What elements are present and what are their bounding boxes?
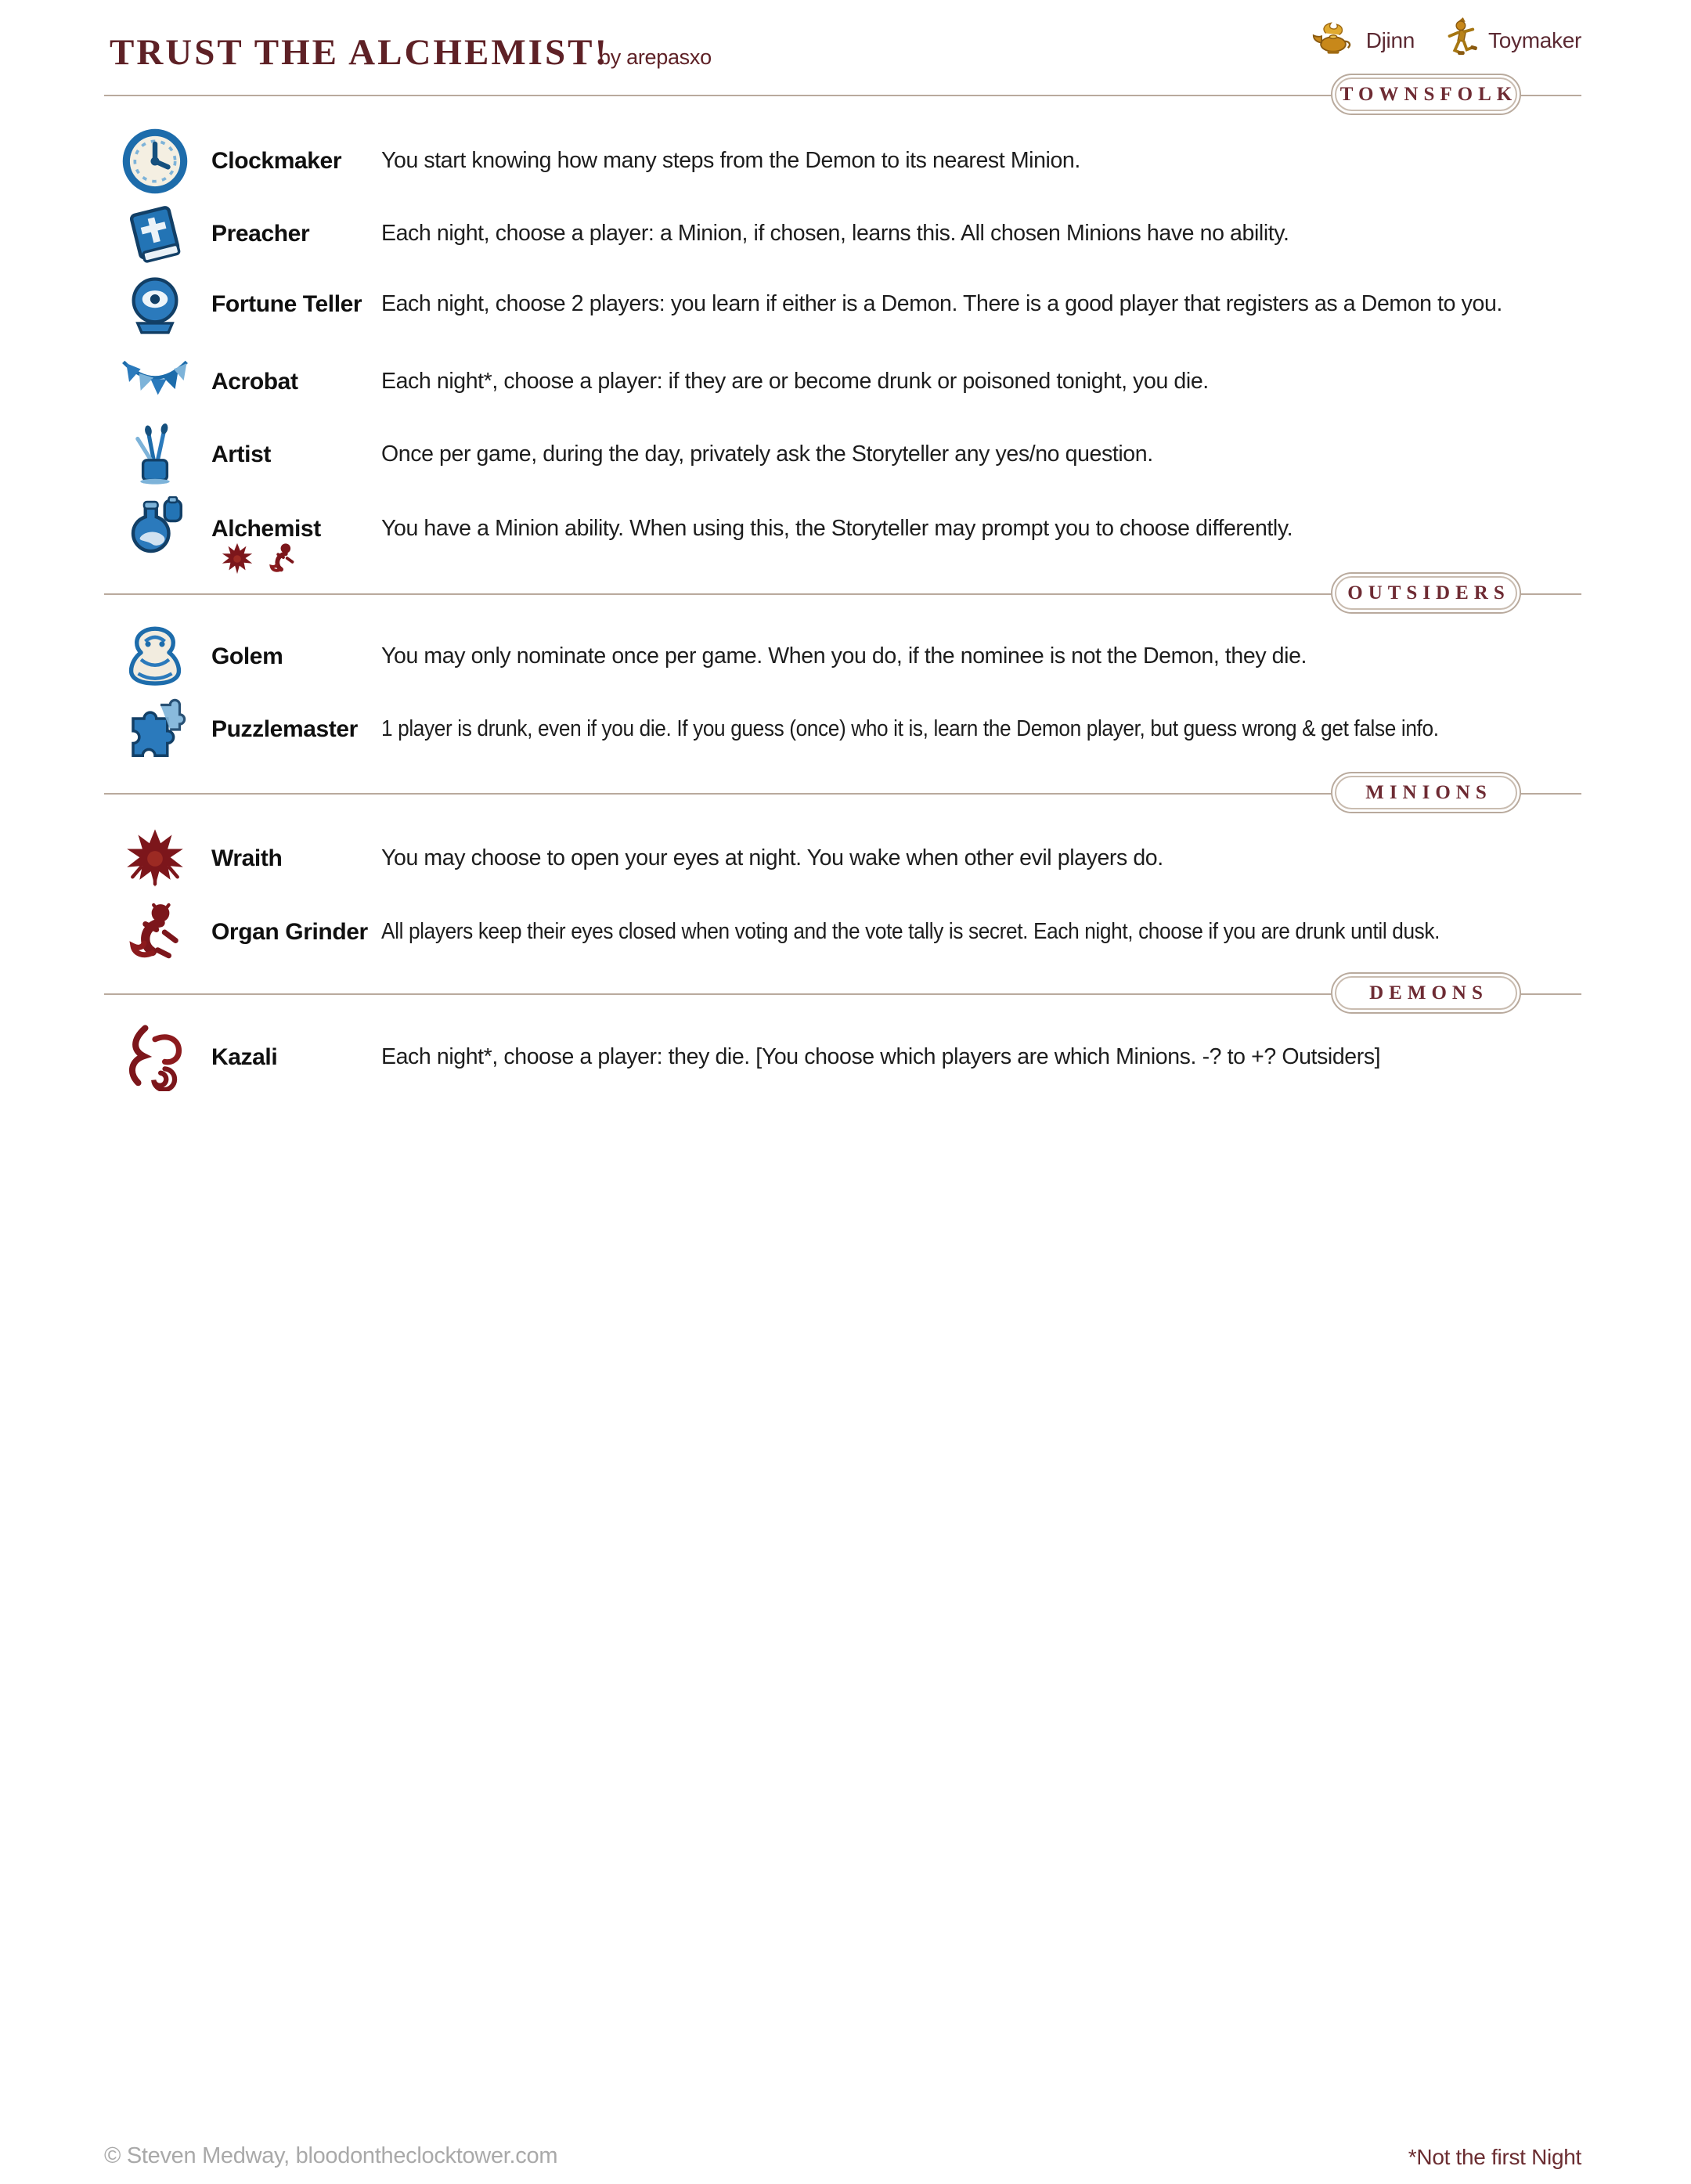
wraith-mini-icon [219,541,255,581]
kazali-icon [117,1021,192,1094]
fabled-djinn [1311,20,1415,60]
character-row-acrobat [0,345,1691,418]
character-row-puzzlemaster [0,693,1691,766]
character-ability: Each night*, choose a player: if they are or become drunk or poisoned tonight, you die. [381,369,1209,395]
character-row-preacher [0,197,1691,270]
character-name: Kazali [211,1043,278,1070]
organ-grinder-icon [117,896,192,968]
section-banner-townsfolk [1331,74,1521,115]
section-banner-outsiders [1331,572,1521,614]
script-title: TRUST THE ALCHEMIST! [110,32,610,73]
clockmaker-icon [117,124,192,197]
alchemist-related-icons [219,541,301,581]
character-row-wraith [0,822,1691,895]
character-name: Acrobat [211,368,298,395]
character-name: Golem [211,643,283,669]
djinn-icon [1311,20,1355,60]
character-row-fortune-teller [0,268,1691,341]
section-banner-label: TOWNSFOLK [1335,77,1517,111]
footnote-first-night: *Not the first Night [1408,2145,1581,2169]
character-ability: You have a Minion ability. When using this, the Storyteller may prompt you to choose differently. [381,516,1293,542]
character-ability: Once per game, during the day, privately ask the Storyteller any yes/no question. [381,441,1153,467]
character-row-golem [0,620,1691,693]
puzzlemaster-icon [117,693,192,766]
fabled-list [1311,17,1581,63]
character-row-organ-grinder [0,896,1691,968]
character-name: Puzzlemaster [211,715,358,742]
preacher-icon [117,197,192,270]
script-author: by arepasxo [599,45,712,69]
alchemist-icon [117,492,192,565]
character-ability: 1 player is drunk, even if you die. If you guess (once) who it is, learn the Demon player, but guess wrong & get false info. [381,716,1439,742]
organ-grinder-mini-icon [265,541,301,581]
character-ability: Each night*, choose a player: they die. [You choose which players are which Minions. -? to +? Outsiders] [381,1044,1381,1070]
fabled-toymaker [1441,17,1581,63]
character-ability: Each night, choose a player: a Minion, if chosen, learns this. All chosen Minions have no ability. [381,221,1289,247]
fabled-label: Toymaker [1488,27,1581,52]
footer-copyright: © Steven Medway, bloodontheclocktower.com [104,2143,558,2168]
character-ability: You may choose to open your eyes at night. You wake when other evil players do. [381,845,1163,871]
character-ability: All players keep their eyes closed when voting and the vote tally is secret. Each night, choose if you are drunk until dusk. [381,919,1440,945]
character-name: Artist [211,441,271,467]
golem-icon [117,620,192,693]
toymaker-icon [1441,17,1477,63]
section-banner-demons [1331,972,1521,1014]
section-banner-label: MINIONS [1335,776,1517,809]
character-row-artist [0,418,1691,491]
section-banner-label: DEMONS [1335,976,1517,1010]
character-ability: You start knowing how many steps from the Demon to its nearest Minion. [381,148,1080,174]
character-ability: Each night, choose 2 players: you learn if either is a Demon. There is a good player that registers as a Demon to you. [381,291,1502,317]
character-row-alchemist [0,492,1691,565]
character-name: Wraith [211,845,283,871]
fortune-teller-icon [117,268,192,341]
character-name: Organ Grinder [211,918,368,945]
character-name: Fortune Teller [211,290,362,317]
acrobat-icon [117,345,192,418]
character-row-clockmaker [0,124,1691,197]
artist-icon [117,418,192,491]
character-name: Preacher [211,220,310,247]
fabled-label: Djinn [1365,27,1415,52]
character-row-kazali [0,1021,1691,1094]
character-name: Clockmaker [211,147,342,174]
character-name: Alchemist [211,515,321,542]
wraith-icon [117,822,192,895]
section-banner-label: OUTSIDERS [1335,576,1517,610]
section-banner-minions [1331,772,1521,813]
character-ability: You may only nominate once per game. When you do, if the nominee is not the Demon, they die. [381,643,1307,669]
